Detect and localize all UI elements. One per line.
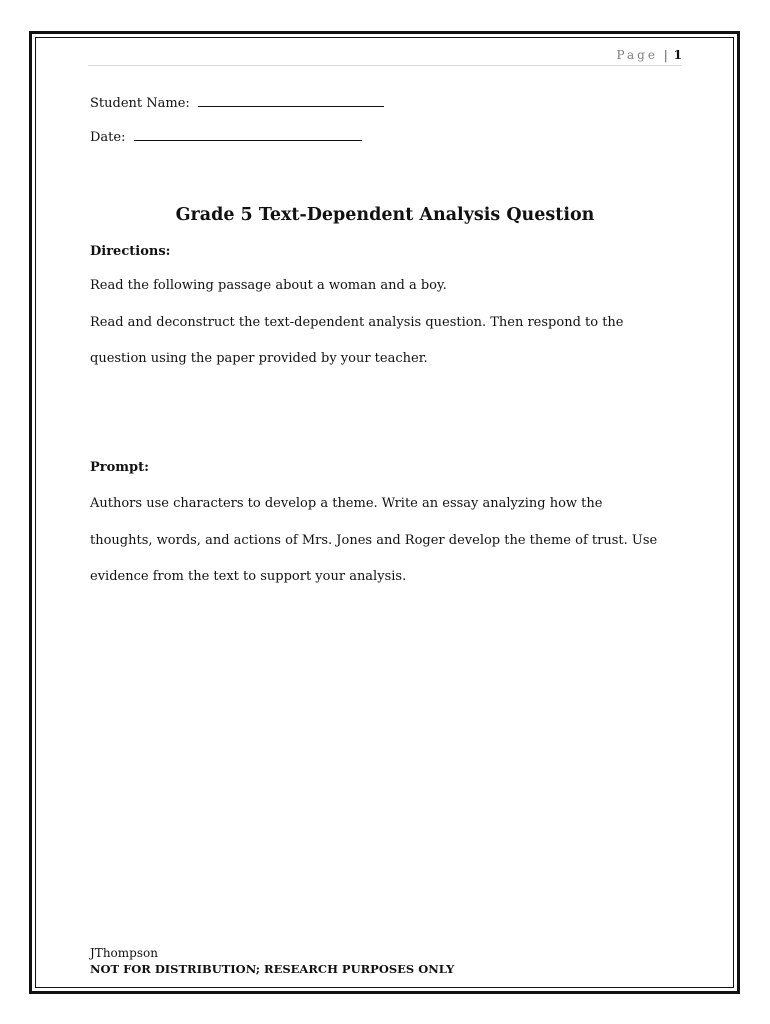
page-title: Grade 5 Text-Dependent Analysis Question: [175, 205, 595, 225]
student-name-blank[interactable]: [198, 93, 384, 107]
page-header: [88, 46, 682, 66]
footer-notice: NOT FOR DISTRIBUTION; RESEARCH PURPOSES ONLY: [90, 962, 455, 976]
prompt-heading: Prompt:: [90, 460, 149, 475]
directions-line-2: Read and deconstruct the text-dependent analysis question. Then respond to the: [90, 315, 624, 330]
page-separator: |: [663, 48, 668, 62]
directions-line-3: question using the paper provided by your teacher.: [90, 351, 428, 366]
page-number: 1: [673, 48, 682, 62]
prompt-line-1: Authors use characters to develop a theme. Write an essay analyzing how the: [90, 496, 603, 511]
prompt-line-3: evidence from the text to support your analysis.: [90, 569, 407, 584]
directions-line-1: Read the following passage about a woman and a boy.: [90, 278, 447, 293]
date-blank[interactable]: [134, 127, 362, 141]
date-row: [90, 127, 362, 147]
footer-author: JThompson: [90, 946, 158, 960]
directions-heading: Directions:: [90, 244, 171, 259]
date-label: Date:: [90, 130, 126, 145]
prompt-line-2: thoughts, words, and actions of Mrs. Jones and Roger develop the theme of trust. Use: [90, 533, 658, 548]
student-name-label: Student Name:: [90, 96, 190, 111]
page-label: Page: [616, 48, 658, 62]
student-name-row: [90, 93, 384, 113]
